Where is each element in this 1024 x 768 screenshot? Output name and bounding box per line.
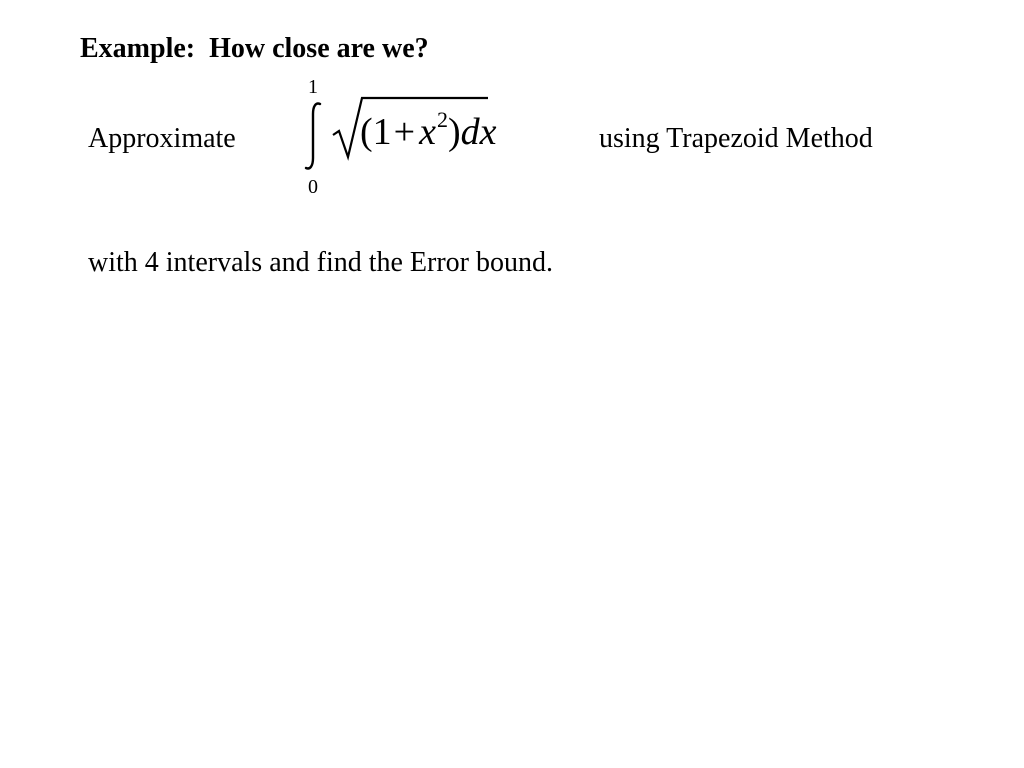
integral-lower-limit: 0: [308, 176, 318, 198]
method-label: using Trapezoid Method: [599, 123, 873, 154]
close-paren: ): [447, 111, 461, 153]
instruction-text: with 4 intervals and find the Error bound.: [88, 247, 554, 278]
exponent: 2: [436, 107, 448, 132]
integrand: [360, 107, 497, 159]
differential: dx: [460, 111, 497, 153]
slide-title: Example: How close are we?: [80, 33, 429, 64]
open-paren: (: [360, 111, 373, 153]
integral-upper-limit: 1: [308, 76, 318, 98]
approximate-label: Approximate: [88, 123, 236, 154]
constant-one: 1: [372, 111, 392, 153]
variable-x: x: [419, 111, 436, 153]
integral-sign-icon: [300, 100, 326, 172]
plus-sign: +: [393, 111, 416, 153]
